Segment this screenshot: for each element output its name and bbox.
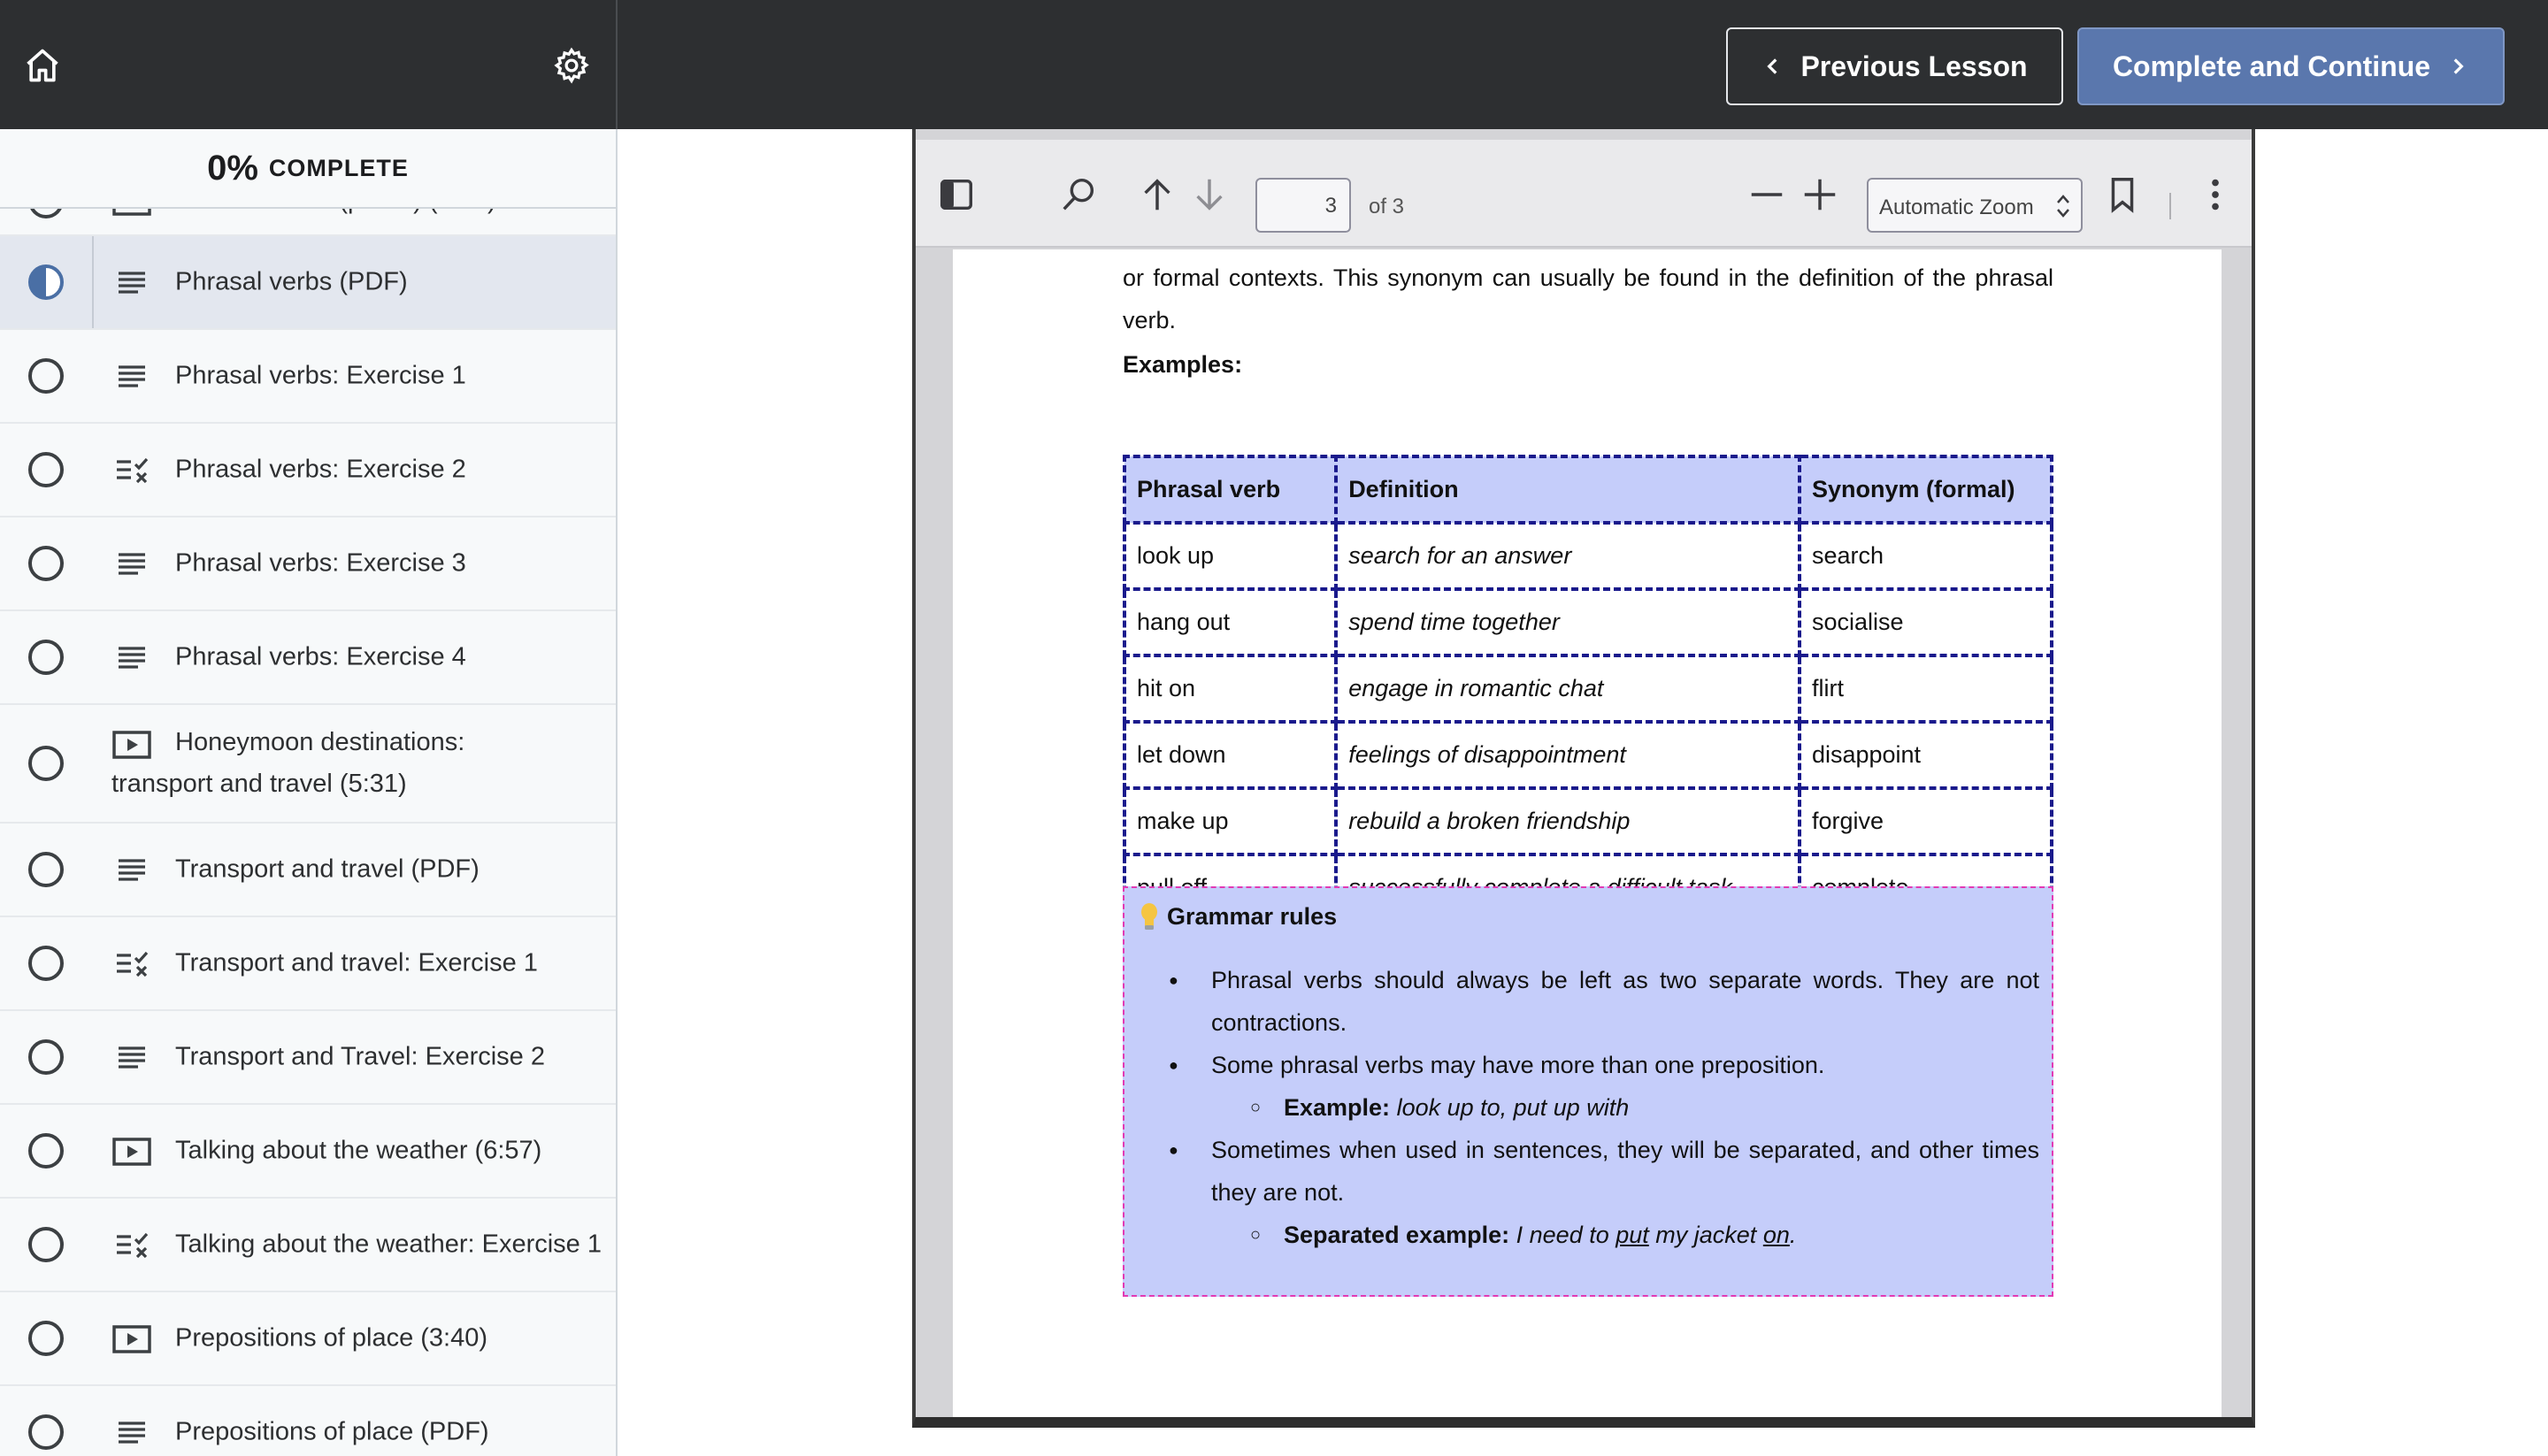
lesson-item[interactable] (0, 330, 616, 424)
zoom-in-icon[interactable] (1799, 173, 1841, 216)
lesson-title: Transport and travel (PDF) (175, 854, 480, 884)
sidebar-toggle-icon[interactable] (935, 173, 978, 216)
lesson-title: Prepositions of place (PDF) (175, 1417, 489, 1446)
bookmark-icon[interactable] (2101, 173, 2144, 216)
lesson-item[interactable] (0, 611, 616, 705)
table-cell: search for an answer (1336, 523, 1800, 589)
table-header-cell: Phrasal verb (1124, 456, 1336, 523)
arrow-up-icon[interactable] (1136, 173, 1178, 216)
home-icon[interactable] (19, 42, 65, 88)
table-cell: search (1800, 523, 2052, 589)
progress-percent: 0% (207, 148, 258, 188)
separated-example-verb: put (1616, 1222, 1649, 1248)
status-circle-icon (28, 1321, 64, 1356)
separated-example-pre: I need to (1516, 1222, 1616, 1248)
lesson-title: Phrasal verbs: Exercise 2 (175, 455, 466, 484)
text-icon (111, 358, 152, 394)
separated-example-mid: my jacket (1648, 1222, 1763, 1248)
table-cell: spend time together (1336, 589, 1800, 655)
status-circle-icon (28, 1039, 64, 1075)
search-icon[interactable] (1057, 173, 1100, 216)
active-divider (92, 236, 94, 328)
table-cell: feelings of disappointment (1336, 722, 1800, 788)
lesson-title: Prepositions of place (3:40) (175, 1323, 488, 1353)
text-icon (111, 640, 152, 675)
status-circle-icon (28, 746, 64, 781)
more-options-icon[interactable] (2194, 173, 2237, 216)
lesson-item[interactable] (0, 1105, 616, 1199)
table-cell: flirt (1800, 655, 2052, 722)
examples-heading: Examples: (1123, 351, 1243, 378)
grammar-rule: ● Phrasal verbs should always be left as two separate words. They are not contractions. (1137, 959, 2039, 1044)
table-row (1124, 655, 2052, 722)
lesson-title: Phrasal verbs: Exercise 3 (175, 548, 466, 578)
text-icon (111, 264, 152, 300)
grammar-rules-title: Grammar rules (1167, 903, 1338, 930)
status-circle-icon (28, 546, 64, 581)
table-header-cell: Definition (1336, 456, 1800, 523)
table-row (1124, 523, 2052, 589)
table-cell: forgive (1800, 788, 2052, 854)
top-bar (0, 0, 2548, 129)
quiz-icon (111, 946, 152, 981)
status-circle-icon (28, 946, 64, 981)
progress-label: COMPLETE (268, 154, 409, 181)
table-cell: hit on (1124, 655, 1336, 722)
course-sidebar (0, 129, 618, 1456)
table-row (1124, 788, 2052, 854)
lesson-item[interactable] (0, 824, 616, 917)
lesson-item-active[interactable] (0, 236, 616, 330)
table-cell: disappoint (1800, 722, 2052, 788)
table-cell: let down (1124, 722, 1336, 788)
status-circle-icon (28, 1414, 64, 1450)
example-text: look up to, put up with (1396, 1094, 1630, 1121)
toolbar-separator (2169, 193, 2171, 219)
status-circle-icon (28, 1133, 64, 1169)
quiz-icon (111, 1227, 152, 1262)
previous-lesson-button[interactable] (1726, 27, 2063, 105)
lesson-title: Phrasal verbs: Exercise 4 (175, 642, 466, 671)
course-progress (0, 129, 616, 209)
grammar-rules-list (1137, 959, 2039, 1256)
lesson-title: Honeymoon destinations: transport and travel (5:31) (111, 728, 465, 798)
status-circle-icon (28, 640, 64, 675)
gear-icon[interactable] (549, 42, 595, 88)
video-icon (111, 1321, 152, 1356)
zoom-select[interactable] (1867, 178, 2083, 233)
grammar-rule: ● Sometimes when used in sentences, they will be separated, and other times they are not. (1137, 1129, 2039, 1214)
table-cell: rebuild a broken friendship (1336, 788, 1800, 854)
complete-and-continue-button[interactable] (2077, 27, 2505, 105)
phrasal-verb-table (1123, 455, 2053, 923)
page-number-input[interactable]: 3 (1255, 178, 1351, 233)
example-label: Example: (1284, 1094, 1391, 1121)
separated-example-particle: on (1762, 1222, 1790, 1248)
select-arrows-icon (2054, 190, 2072, 222)
grammar-rule: ● Some phrasal verbs may have more than one preposition. (1137, 1044, 2039, 1086)
table-row (1124, 589, 2052, 655)
lesson-title: Phrasal verbs: Exercise 1 (175, 361, 466, 390)
table-cell: look up (1124, 523, 1336, 589)
lesson-item[interactable] (0, 517, 616, 611)
table-row (1124, 722, 2052, 788)
grammar-rules-heading (1137, 897, 2039, 936)
grammar-rules-box (1123, 886, 2053, 1297)
pdf-page (953, 249, 2222, 1417)
grammar-example (1137, 1086, 2039, 1129)
lesson-title: Phrasal verbs (PDF) (175, 267, 408, 296)
status-circle-icon (28, 1227, 64, 1262)
table-cell: engage in romantic chat (1336, 655, 1800, 722)
half-circle-icon (28, 264, 64, 300)
separated-example-label: Separated example: (1284, 1222, 1510, 1248)
sidebar-header (0, 0, 618, 129)
lesson-item[interactable] (0, 1292, 616, 1386)
complete-and-continue-label: Complete and Continue (2112, 50, 2431, 82)
lesson-item[interactable] (0, 705, 616, 824)
arrow-down-icon[interactable] (1188, 173, 1231, 216)
table-header-cell: Synonym (formal) (1800, 456, 2052, 523)
text-icon (111, 1414, 152, 1450)
lesson-item[interactable] (0, 1386, 616, 1456)
status-circle-icon (28, 452, 64, 487)
lesson-title: Transport and travel: Exercise 1 (175, 948, 538, 977)
table-cell: make up (1124, 788, 1336, 854)
lesson-title: Talking about the weather: Exercise 1 (175, 1230, 602, 1259)
zoom-value: Automatic Zoom (1879, 195, 2034, 219)
intro-paragraph: or formal contexts. This synonym can usually be found in the definition of the phrasal verb. (1123, 264, 2053, 333)
page-count-label: of 3 (1369, 195, 1405, 218)
previous-lesson-label: Previous Lesson (1800, 50, 2028, 82)
quiz-icon (111, 452, 152, 487)
separated-example-end: . (1789, 1222, 1797, 1248)
zoom-out-icon[interactable] (1746, 173, 1788, 216)
lightbulb-icon (1137, 901, 1162, 931)
lesson-list (0, 187, 616, 1456)
table-cell: hang out (1124, 589, 1336, 655)
table-cell: socialise (1800, 589, 2052, 655)
lesson-item[interactable] (0, 1011, 616, 1105)
lesson-item[interactable] (0, 424, 616, 517)
pdf-toolbar (916, 140, 2252, 248)
lesson-title: Transport and Travel: Exercise 2 (175, 1042, 545, 1071)
video-icon (111, 1133, 152, 1169)
status-circle-icon (28, 358, 64, 394)
chevron-right-icon (2446, 55, 2469, 78)
text-icon (111, 852, 152, 887)
lesson-item[interactable] (0, 1199, 616, 1292)
lesson-item[interactable] (0, 917, 616, 1011)
text-icon (111, 1039, 152, 1075)
status-circle-icon (28, 852, 64, 887)
grammar-separated-example (1137, 1214, 2039, 1256)
pdf-viewer (912, 129, 2255, 1428)
lesson-title: Talking about the weather (6:57) (175, 1136, 542, 1165)
text-icon (111, 546, 152, 581)
chevron-left-icon (1761, 55, 1784, 78)
table-header-row (1124, 456, 2052, 523)
